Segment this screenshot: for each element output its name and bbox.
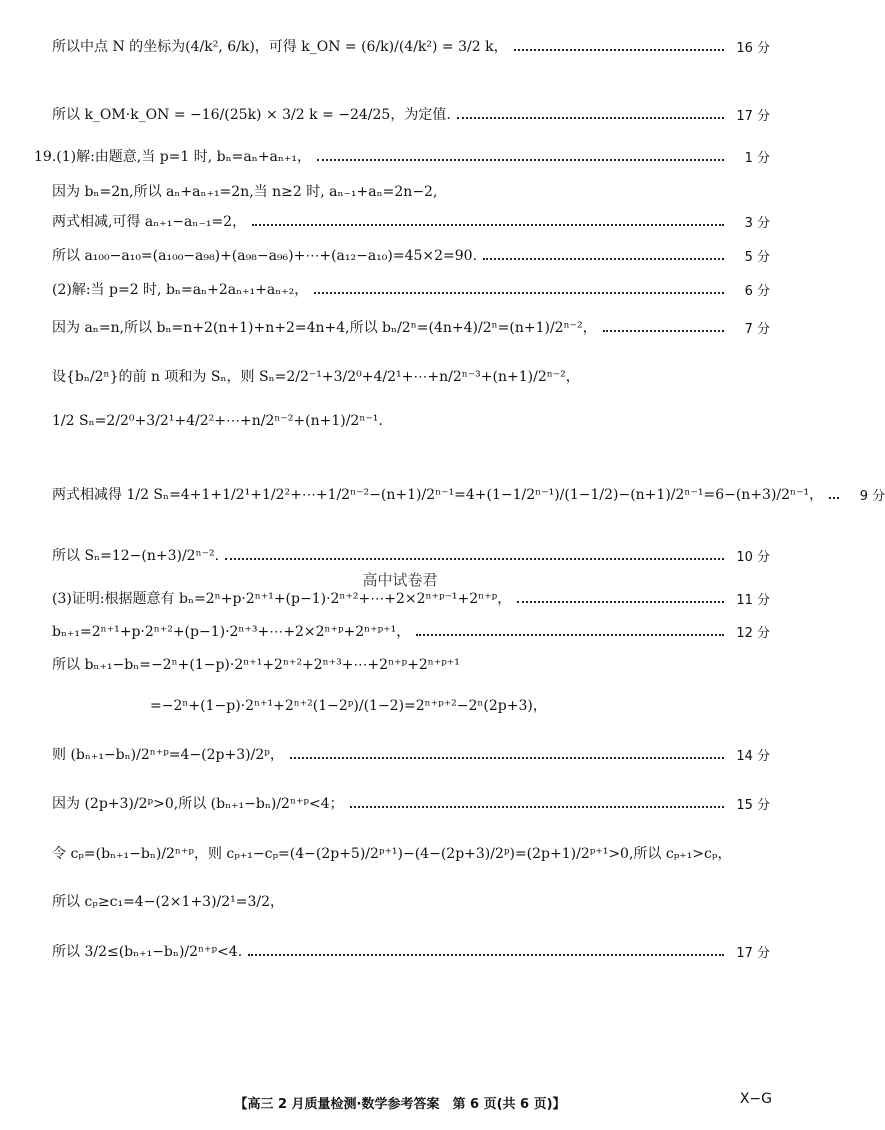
answer-line-9 [52, 366, 770, 386]
line-text: 1/2 Sₙ=2/2⁰+3/2¹+4/2²+⋯+n/2ⁿ⁻²+(n+1)/2ⁿ⁻¹. [52, 413, 383, 429]
answer-line-4 [52, 181, 770, 201]
line-text: 设{bₙ/2ⁿ}的前 n 项和为 Sₙ，则 Sₙ=2/2⁻¹+3/2⁰+4/2¹+⋯+n/2ⁿ⁻³+(n+1)/2ⁿ⁻²， [52, 369, 580, 385]
answer-line-6 [52, 245, 770, 265]
line-text: 所以 Sₙ=12−(n+3)/2ⁿ⁻². [52, 548, 220, 564]
score-label: 17 分 [736, 945, 770, 961]
dot-leader [248, 952, 724, 956]
line-text: bₙ₊₁=2ⁿ⁺¹+p·2ⁿ⁺²+(p−1)·2ⁿ⁺³+⋯+2×2ⁿ⁺ᵖ+2ⁿ⁺ᵖ⁺¹， [52, 624, 411, 640]
dot-leader [457, 115, 724, 119]
score-label: 15 分 [736, 797, 770, 813]
line-text: 所以中点 N 的坐标为(4/k², 6/k)，可得 k_ON = (6/k)/(4/k²) = 3/2 k， [52, 39, 508, 55]
score-label: 9 分 [859, 488, 885, 504]
line-text: 因为 aₙ=n,所以 bₙ=n+2(n+1)+n+2=4n+4,所以 bₙ/2ⁿ=(4n+4)/2ⁿ=(n+1)/2ⁿ⁻²， [52, 320, 597, 336]
line-text: (2)解:当 p=2 时, bₙ=aₙ+2aₙ₊₁+aₙ₊₂， [52, 282, 309, 298]
answer-line-18 [52, 793, 770, 813]
answer-line-19 [52, 843, 770, 863]
score-label: 12 分 [736, 625, 770, 641]
dot-leader [350, 804, 724, 808]
score-label: 16 分 [736, 40, 770, 56]
answer-line-20 [52, 891, 770, 911]
score-label: 17 分 [736, 108, 770, 124]
watermark-text: 高中试卷君 [362, 571, 438, 589]
line-text: 所以 a₁₀₀−a₁₀=(a₁₀₀−a₉₈)+(a₉₈−a₉₆)+⋯+(a₁₂−a₁₀)=45×2=90. [52, 248, 478, 264]
score-label: 11 分 [736, 592, 770, 608]
answer-line-7 [52, 279, 770, 299]
answer-line-10 [52, 413, 770, 429]
line-text: 两式相减,可得 aₙ₊₁−aₙ₋₁=2， [52, 214, 247, 230]
score-label: 1 分 [744, 150, 770, 166]
dot-leader [829, 495, 839, 499]
score-label: 7 分 [744, 321, 770, 337]
answer-line-2 [52, 104, 770, 124]
line-text: 因为 (2p+3)/2ᵖ>0,所以 (bₙ₊₁−bₙ)/2ⁿ⁺ᵖ<4； [52, 796, 344, 812]
answer-line-13 [52, 588, 770, 608]
dot-leader [225, 556, 724, 560]
dot-leader [290, 755, 724, 759]
answer-line-15 [52, 654, 770, 674]
answer-line-5 [52, 211, 770, 231]
line-text: 两式相减得 1/2 Sₙ=4+1+1/2¹+1/2²+⋯+1/2ⁿ⁻²−(n+1)/2ⁿ⁻¹=4+(1−1/2ⁿ⁻¹)/(1−1/2)−(n+1)/2ⁿ⁻¹=6−(n+3)/2ⁿ⁻¹， [52, 487, 824, 503]
answer-line-17 [52, 744, 770, 764]
answer-line-1 [52, 36, 770, 56]
page-footer-code: X−G [739, 1091, 772, 1107]
line-text: 所以 3/2≤(bₙ₊₁−bₙ)/2ⁿ⁺ᵖ<4. [52, 944, 243, 960]
answer-line-12 [52, 545, 770, 565]
answer-line-16 [150, 695, 770, 715]
line-text: 所以 bₙ₊₁−bₙ=−2ⁿ+(1−p)·2ⁿ⁺¹+2ⁿ⁺²+2ⁿ⁺³+⋯+2ⁿ⁺ᵖ+2ⁿ⁺ᵖ⁺¹ [52, 657, 460, 673]
line-text: 因为 bₙ=2n,所以 aₙ+aₙ₊₁=2n,当 n≥2 时, aₙ₋₁+aₙ=2n−2, [52, 184, 438, 200]
score-label: 5 分 [744, 249, 770, 265]
line-text: 所以 cₚ≥c₁=4−(2×1+3)/2¹=3/2， [52, 894, 285, 910]
score-label: 10 分 [736, 549, 770, 565]
line-text: 19.(1)解:由题意,当 p=1 时, bₙ=aₙ+aₙ₊₁， [34, 149, 311, 165]
line-text: 所以 k_OM·k_ON = −16/(25k) × 3/2 k = −24/25，为定值. [52, 107, 451, 123]
dot-leader [517, 599, 724, 603]
score-label: 6 分 [744, 283, 770, 299]
score-label: 3 分 [744, 215, 770, 231]
dot-leader [314, 290, 724, 294]
answer-line-3 [34, 146, 770, 166]
dot-leader [416, 632, 724, 636]
answer-line-21 [52, 941, 770, 961]
line-text: =−2ⁿ+(1−p)·2ⁿ⁺¹+2ⁿ⁺²(1−2ᵖ)/(1−2)=2ⁿ⁺ᵖ⁺²−2ⁿ(2p+3)， [150, 698, 547, 714]
page-footer-title: 【高三 2 月质量检测·数学参考答案 第 6 页(共 6 页)】 [234, 1097, 566, 1112]
answer-line-8 [52, 317, 770, 337]
dot-leader [603, 328, 724, 332]
dot-leader [317, 157, 724, 161]
dot-leader [483, 256, 724, 260]
line-text: (3)证明:根据题意有 bₙ=2ⁿ+p·2ⁿ⁺¹+(p−1)·2ⁿ⁺²+⋯+2×2ⁿ⁺ᵖ⁻¹+2ⁿ⁺ᵖ， [52, 591, 512, 607]
score-label: 14 分 [736, 748, 770, 764]
line-text: 令 cₚ=(bₙ₊₁−bₙ)/2ⁿ⁺ᵖ，则 cₚ₊₁−cₚ=(4−(2p+5)/2ᵖ⁺¹)−(4−(2p+3)/2ᵖ)=(2p+1)/2ᵖ⁺¹>0,所以 cₚ₊₁>cₚ， [52, 846, 732, 862]
dot-leader [252, 222, 724, 226]
answer-line-14 [52, 621, 770, 641]
answer-line-11 [52, 484, 885, 504]
dot-leader [514, 47, 724, 51]
line-text: 则 (bₙ₊₁−bₙ)/2ⁿ⁺ᵖ=4−(2p+3)/2ᵖ， [52, 747, 284, 763]
